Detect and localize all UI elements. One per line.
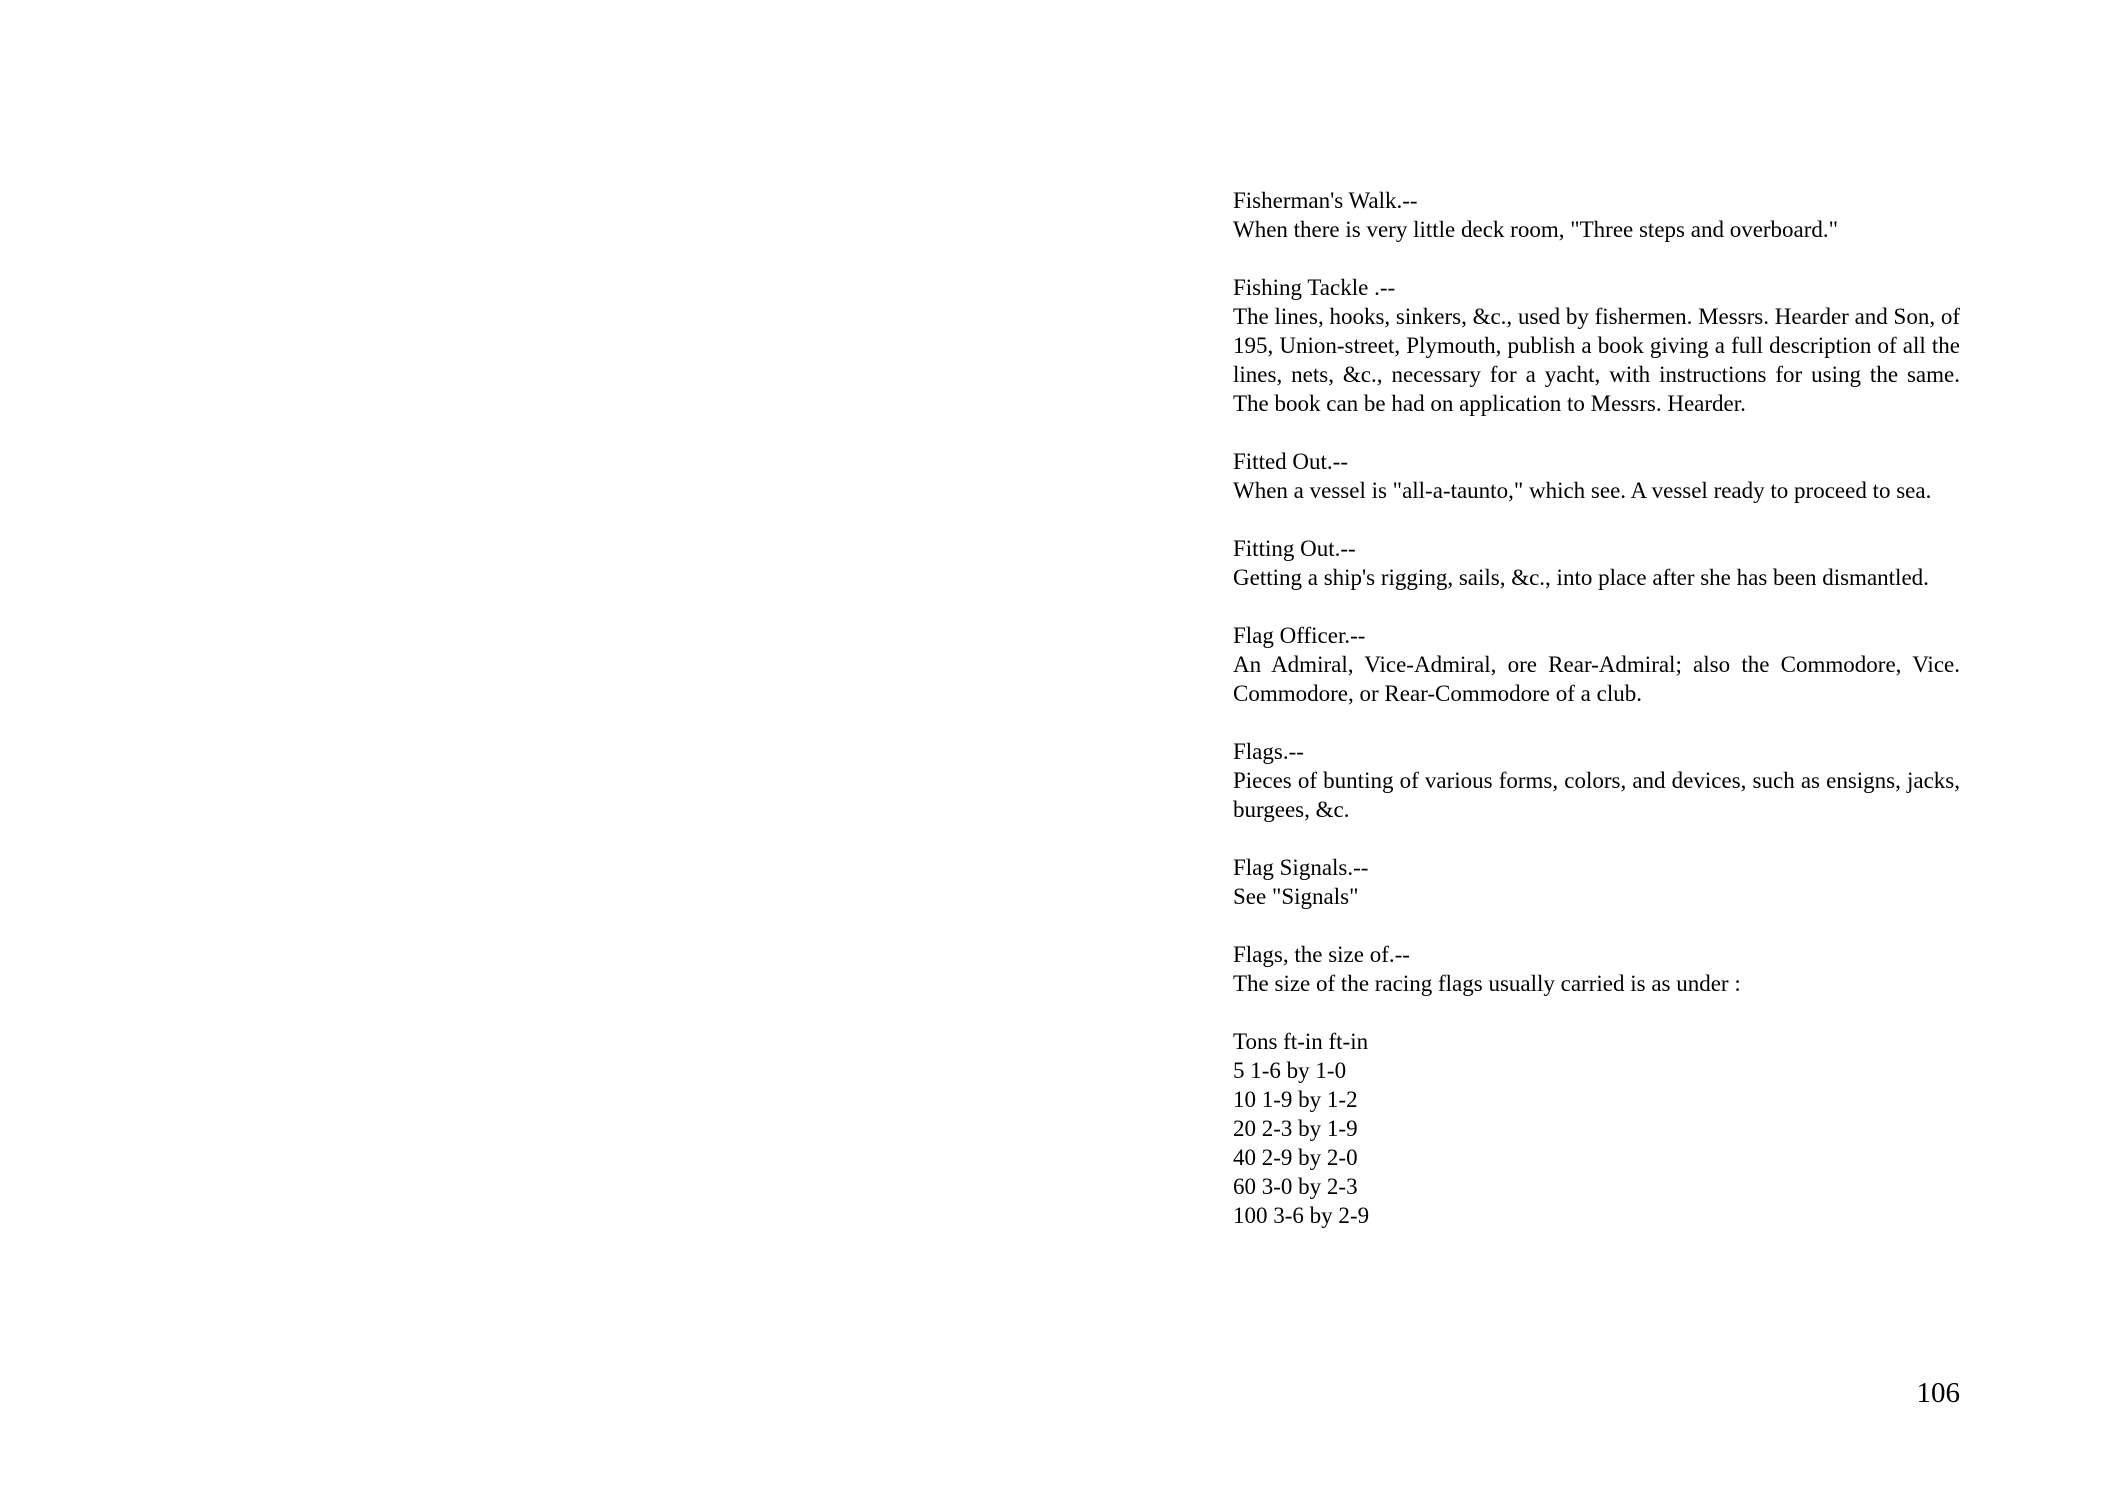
entry-definition: The size of the racing flags usually carried is as under : <box>1233 971 1741 996</box>
entry-term: Fitted Out.-- <box>1233 449 1348 474</box>
glossary-entry <box>1233 940 1960 998</box>
glossary-entry <box>1233 273 1960 418</box>
entry-term: Flag Officer.-- <box>1233 623 1366 648</box>
table-row: 60 3-0 by 2-3 <box>1233 1174 1358 1199</box>
entry-definition: An Admiral, Vice-Admiral, ore Rear-Admiral; also the Commodore, Vice. Commodore, or Rear-Commodore of a club. <box>1233 652 1960 706</box>
glossary-entry <box>1233 853 1960 911</box>
table-header: Tons ft-in ft-in <box>1233 1029 1369 1054</box>
entry-term: Fitting Out.-- <box>1233 536 1356 561</box>
entry-definition: Getting a ship's rigging, sails, &c., into place after she has been dismantled. <box>1233 565 1929 590</box>
table-row: 10 1-9 by 1-2 <box>1233 1087 1358 1112</box>
entry-term: Flags.-- <box>1233 739 1304 764</box>
glossary-entry <box>1233 534 1960 592</box>
entry-definition: When a vessel is "all-a-taunto," which see. A vessel ready to proceed to sea. <box>1233 478 1932 503</box>
entry-definition: Pieces of bunting of various forms, colors, and devices, such as ensigns, jacks, burgees, &c. <box>1233 768 1960 822</box>
table-row: 40 2-9 by 2-0 <box>1233 1145 1358 1170</box>
entry-definition: When there is very little deck room, "Three steps and overboard." <box>1233 217 1839 242</box>
flag-size-table <box>1233 1027 1960 1230</box>
entry-definition: See "Signals" <box>1233 884 1359 909</box>
entry-term: Fisherman's Walk.-- <box>1233 188 1418 213</box>
glossary-entry <box>1233 447 1960 505</box>
glossary-entry <box>1233 186 1960 244</box>
entry-term: Fishing Tackle .-- <box>1233 275 1396 300</box>
entry-term: Flags, the size of.-- <box>1233 942 1410 967</box>
page-number: 106 <box>1916 1377 1960 1409</box>
entry-definition: The lines, hooks, sinkers, &c., used by fishermen. Messrs. Hearder and Son, of 195, Union-street, Plymouth, publish a book giving a full description of all the lines, nets, &c., necessary for a yacht, with instructions for using the same. The book can be had on application to Messrs. Hearder. <box>1233 304 1960 416</box>
entry-term: Flag Signals.-- <box>1233 855 1369 880</box>
glossary-entry <box>1233 621 1960 708</box>
glossary-entry <box>1233 737 1960 824</box>
table-row: 20 2-3 by 1-9 <box>1233 1116 1358 1141</box>
glossary-column <box>1233 186 1960 1230</box>
table-row: 5 1-6 by 1-0 <box>1233 1058 1347 1083</box>
table-row: 100 3-6 by 2-9 <box>1233 1203 1370 1228</box>
